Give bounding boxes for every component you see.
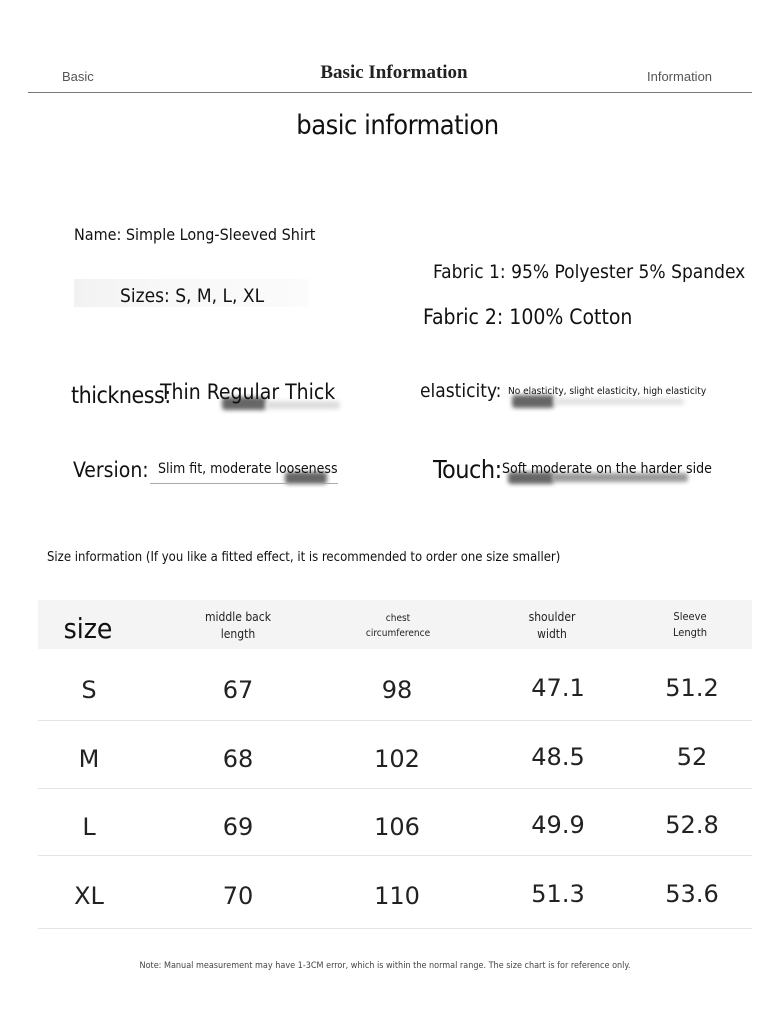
measurement-cell: 102: [374, 745, 420, 773]
row-divider: [38, 720, 752, 721]
elasticity-label: elasticity:: [420, 380, 502, 402]
touch-label: Touch:: [433, 455, 502, 484]
row-divider: [38, 788, 752, 789]
header-divider: [28, 92, 752, 93]
measurement-cell: 52.8: [665, 811, 719, 839]
measurement-cell: 53.6: [665, 880, 719, 908]
measurement-cell: 51.3: [531, 880, 585, 908]
row-divider: [38, 928, 752, 929]
table-header-chest: [348, 611, 448, 641]
touch-value: Soft moderate on the harder side: [502, 461, 712, 477]
table-header-size: size: [63, 612, 113, 645]
elasticity-marker-tail: [554, 398, 684, 405]
table-header-text: Length: [672, 626, 708, 639]
header-left-label: Basic: [62, 69, 94, 84]
thickness-label: thickness:: [71, 383, 171, 409]
table-header-text: middle back: [205, 610, 271, 624]
table-header-back-length: [188, 609, 288, 643]
page-title: basic information: [296, 110, 499, 141]
header-right-label: Information: [647, 69, 713, 84]
size-label-cell: XL: [74, 882, 104, 910]
version-value: Slim fit, moderate looseness: [158, 461, 338, 477]
table-header-text: circumference: [365, 628, 431, 639]
measurement-cell: 52: [676, 743, 708, 771]
table-header-sleeve: [640, 609, 740, 641]
measurement-cell: 48.5: [531, 743, 585, 771]
size-info-heading: Size information (If you like a fitted effect, it is recommended to order one size smaller): [47, 550, 561, 565]
product-name: Name: Simple Long-Sleeved Shirt: [74, 225, 316, 244]
table-header-shoulder: [502, 609, 602, 643]
size-label-cell: S: [81, 676, 97, 704]
measurement-cell: 67: [222, 676, 254, 704]
measurement-cell: 106: [374, 813, 420, 841]
measurement-cell: 70: [222, 882, 254, 910]
fabric-1: Fabric 1: 95% Polyester 5% Spandex: [433, 261, 746, 283]
version-label: Version:: [73, 458, 149, 482]
measurement-cell: 51.2: [665, 674, 719, 702]
version-underline: [150, 483, 338, 484]
thickness-value: Thin Regular Thick: [160, 380, 336, 404]
measurement-cell: 110: [374, 882, 420, 910]
size-label-cell: L: [82, 813, 96, 841]
elasticity-value: No elasticity, slight elasticity, high elasticity: [508, 386, 707, 397]
measurement-cell: 69: [222, 813, 254, 841]
size-label-cell: M: [78, 745, 100, 773]
product-sizes: Sizes: S, M, L, XL: [120, 285, 265, 307]
measurement-cell: 98: [381, 676, 413, 704]
measurement-cell: 49.9: [531, 811, 585, 839]
table-header-text: width: [537, 627, 567, 641]
header-title: Basic Information: [320, 62, 468, 83]
measurement-note: Note: Manual measurement may have 1-3CM error, which is within the normal range. The size chart is for reference only.: [139, 961, 631, 971]
measurement-cell: 47.1: [531, 674, 585, 702]
row-divider: [38, 855, 752, 856]
table-header-text: chest: [385, 613, 411, 624]
table-header-text: length: [220, 627, 256, 641]
fabric-2: Fabric 2: 100% Cotton: [423, 305, 633, 329]
table-header-text: Sleeve: [673, 610, 707, 623]
table-header-text: shoulder: [528, 610, 576, 624]
measurement-cell: 68: [222, 745, 254, 773]
